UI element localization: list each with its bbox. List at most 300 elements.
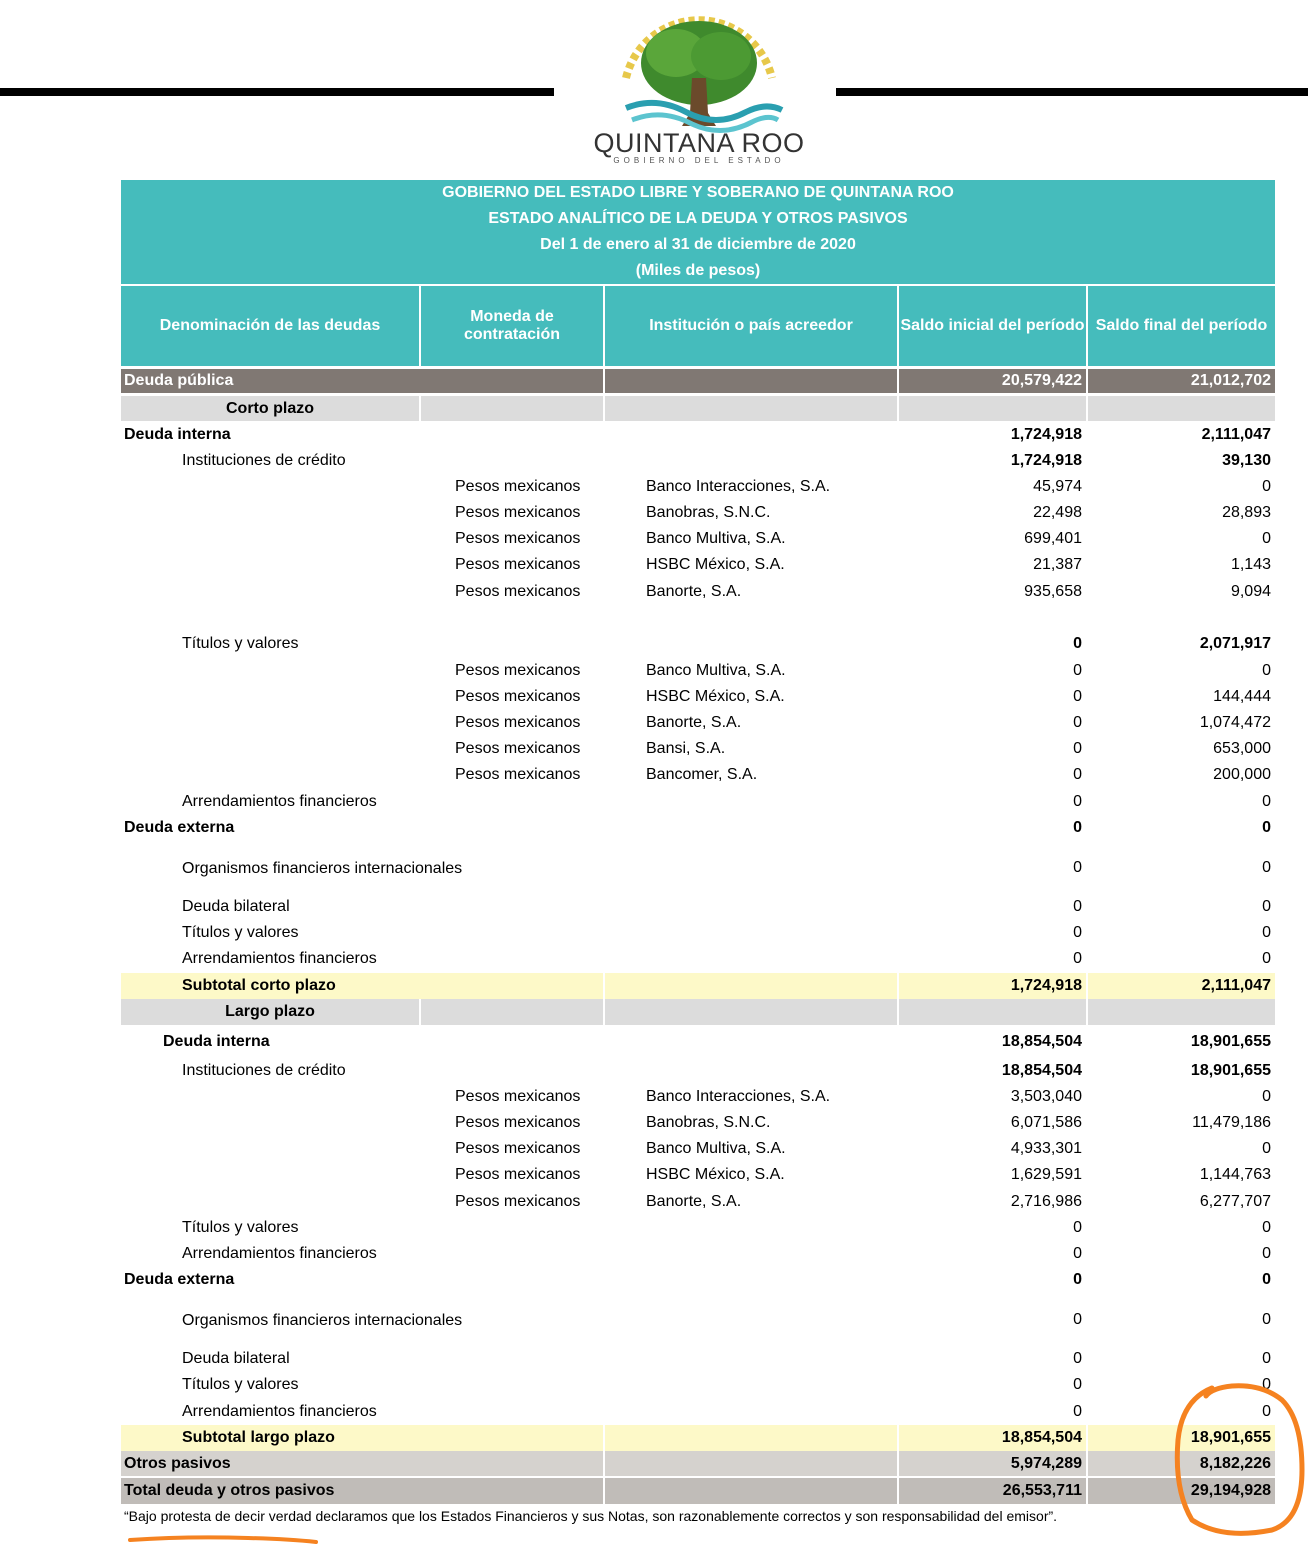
row-denominacion-cell <box>121 999 419 1025</box>
row-saldo-inicial-cell <box>899 1110 1086 1136</box>
row-saldo-inicial: 22,498 <box>1033 504 1082 521</box>
row-saldo-final: 18,901,655 <box>1190 1062 1271 1079</box>
row-saldo-final: 28,893 <box>1222 504 1271 521</box>
row-moneda-cell <box>421 1241 603 1267</box>
row-denominacion-cell <box>121 658 419 684</box>
row-denominacion-cell <box>121 684 419 710</box>
row-saldo-inicial: 0 <box>1073 1350 1082 1367</box>
table-row <box>121 999 1275 1025</box>
row-saldo-final: 29,194,928 <box>1190 1482 1271 1499</box>
row-denominacion-cell <box>121 1451 422 1476</box>
row-denominacion: Títulos y valores <box>182 635 299 652</box>
row-saldo-final-cell <box>1088 1296 1275 1344</box>
row-institucion: Banco Interacciones, S.A. <box>646 478 831 495</box>
table-row <box>121 579 1275 605</box>
row-saldo-inicial: 4,933,301 <box>1010 1140 1082 1157</box>
row-moneda: Pesos mexicanos <box>455 1140 581 1157</box>
row-saldo-final: 0 <box>1262 530 1271 547</box>
row-saldo-final-cell <box>1088 999 1275 1025</box>
row-saldo-inicial: 6,071,586 <box>1010 1114 1082 1131</box>
row-saldo-inicial-cell <box>899 1084 1086 1110</box>
row-moneda-cell <box>421 1267 603 1293</box>
row-saldo-final-cell <box>1088 1346 1275 1372</box>
row-saldo-inicial-cell <box>899 1372 1086 1398</box>
column-header-denominacion: Denominación de las deudas <box>121 286 419 366</box>
row-institucion-cell <box>605 815 897 841</box>
row-saldo-inicial-cell <box>899 631 1086 657</box>
row-saldo-final: 0 <box>1262 859 1271 876</box>
table-row <box>121 1372 1275 1398</box>
row-moneda: Pesos mexicanos <box>455 662 581 679</box>
row-moneda: Pesos mexicanos <box>455 1193 581 1210</box>
table-row <box>121 894 1275 920</box>
row-saldo-final-cell <box>1088 710 1275 736</box>
row-denominacion: Deuda externa <box>124 819 235 836</box>
row-moneda-cell <box>421 1425 603 1451</box>
title-line-4: (Miles de pesos) <box>635 262 761 279</box>
row-institucion-cell <box>605 1241 897 1267</box>
row-saldo-inicial-cell <box>899 815 1086 841</box>
row-institucion-cell <box>605 474 897 500</box>
row-moneda: Pesos mexicanos <box>455 688 581 705</box>
row-institucion-cell <box>605 1215 897 1241</box>
row-denominacion: Deuda interna <box>163 1033 270 1050</box>
row-denominacion-cell <box>121 762 419 788</box>
row-saldo-final-cell <box>1088 422 1275 448</box>
table-row <box>121 1425 1275 1451</box>
table-row <box>121 1215 1275 1241</box>
row-saldo-inicial-cell <box>899 1241 1086 1267</box>
row-institucion-cell <box>605 369 897 393</box>
row-moneda: Pesos mexicanos <box>455 714 581 731</box>
row-denominacion-cell <box>121 1028 461 1056</box>
row-saldo-inicial-cell <box>899 552 1086 578</box>
row-institucion-cell <box>605 946 897 972</box>
row-saldo-final: 18,901,655 <box>1190 1429 1271 1446</box>
row-institucion-cell <box>605 422 897 448</box>
row-moneda: Pesos mexicanos <box>455 504 581 521</box>
table-row <box>121 946 1275 972</box>
row-saldo-final: 2,071,917 <box>1199 635 1271 652</box>
row-moneda: Pesos mexicanos <box>455 1114 581 1131</box>
row-saldo-inicial: 0 <box>1073 635 1082 652</box>
row-moneda-cell <box>421 684 603 710</box>
row-saldo-inicial: 0 <box>1073 819 1082 836</box>
row-moneda-cell <box>421 500 603 526</box>
column-header-saldo-final: Saldo final del período <box>1088 286 1275 366</box>
row-saldo-inicial: 0 <box>1073 1245 1082 1262</box>
row-saldo-inicial-cell <box>899 448 1086 474</box>
row-saldo-final-cell <box>1088 762 1275 788</box>
row-denominacion-cell <box>121 526 419 552</box>
row-institucion: Banco Multiva, S.A. <box>646 530 786 547</box>
row-moneda-cell <box>421 1215 603 1241</box>
row-saldo-final: 6,277,707 <box>1199 1193 1271 1210</box>
table-row <box>121 1451 1275 1476</box>
row-moneda-cell <box>421 552 603 578</box>
row-institucion-cell <box>605 1162 897 1188</box>
table-row <box>121 762 1275 788</box>
row-denominacion: Deuda pública <box>124 372 234 389</box>
row-denominacion: Deuda bilateral <box>182 1350 290 1367</box>
row-saldo-inicial-cell <box>899 710 1086 736</box>
row-institucion-cell <box>605 736 897 762</box>
row-saldo-inicial-cell <box>899 844 1086 892</box>
row-denominacion-cell <box>121 1136 419 1162</box>
row-denominacion: Subtotal largo plazo <box>182 1429 335 1446</box>
table-row <box>121 1399 1275 1425</box>
logo-subtitle: GOBIERNO DEL ESTADO <box>613 156 785 165</box>
table-row <box>121 369 1275 393</box>
row-saldo-inicial-cell <box>899 1215 1086 1241</box>
row-moneda: Pesos mexicanos <box>455 556 581 573</box>
row-saldo-inicial-cell <box>899 369 1086 393</box>
row-denominacion-cell <box>121 369 422 393</box>
row-saldo-final-cell <box>1088 474 1275 500</box>
row-institucion-cell <box>605 1084 897 1110</box>
row-saldo-final-cell <box>1088 973 1275 999</box>
row-saldo-inicial-cell <box>899 1162 1086 1188</box>
row-saldo-final: 0 <box>1262 662 1271 679</box>
row-denominacion: Instituciones de crédito <box>182 1062 346 1079</box>
row-institucion-cell <box>605 1110 897 1136</box>
row-moneda-cell <box>421 1372 603 1398</box>
row-institucion-cell <box>605 684 897 710</box>
row-institucion: Banco Interacciones, S.A. <box>646 1088 831 1105</box>
row-moneda-cell <box>421 369 603 393</box>
table-row <box>121 1110 1275 1136</box>
row-moneda-cell <box>421 1399 603 1425</box>
table-row <box>121 1162 1275 1188</box>
header-rule-right <box>836 88 1308 96</box>
row-saldo-inicial: 1,724,918 <box>1010 977 1082 994</box>
row-saldo-inicial-cell <box>899 1136 1086 1162</box>
table-row <box>121 552 1275 578</box>
header-rule-left <box>0 88 554 96</box>
row-saldo-final-cell <box>1088 1189 1275 1215</box>
row-institucion-cell <box>605 710 897 736</box>
row-institucion-cell <box>605 999 897 1025</box>
row-saldo-inicial-cell <box>899 1296 1086 1344</box>
row-institucion-cell <box>605 844 897 892</box>
row-institucion-cell <box>605 448 897 474</box>
table-row <box>121 684 1275 710</box>
row-saldo-inicial-cell <box>899 1346 1086 1372</box>
row-saldo-final: 1,144,763 <box>1199 1166 1271 1183</box>
row-saldo-inicial: 18,854,504 <box>1001 1429 1082 1446</box>
row-moneda-cell <box>421 894 603 920</box>
row-institucion-cell <box>605 1478 897 1504</box>
row-saldo-final: 0 <box>1262 950 1271 967</box>
row-denominacion-cell <box>121 1267 422 1293</box>
row-moneda-cell <box>421 999 603 1025</box>
row-institucion-cell <box>605 1028 897 1056</box>
row-saldo-inicial: 1,724,918 <box>1010 426 1082 443</box>
row-saldo-inicial: 0 <box>1073 1403 1082 1420</box>
row-saldo-inicial: 0 <box>1073 740 1082 757</box>
row-moneda: Pesos mexicanos <box>455 1166 581 1183</box>
row-institucion: Banobras, S.N.C. <box>646 504 771 521</box>
row-moneda-cell <box>421 1189 603 1215</box>
row-saldo-final: 8,182,226 <box>1199 1454 1271 1472</box>
row-moneda: Pesos mexicanos <box>455 530 581 547</box>
table-row <box>121 422 1275 448</box>
column-header-institucion: Institución o país acreedor <box>605 286 897 366</box>
row-saldo-final-cell <box>1088 894 1275 920</box>
table-row <box>121 710 1275 736</box>
table-row <box>121 1346 1275 1372</box>
row-denominacion: Total deuda y otros pasivos <box>124 1482 335 1499</box>
row-moneda-cell <box>421 920 603 946</box>
row-saldo-inicial-cell <box>899 684 1086 710</box>
row-saldo-final-cell <box>1088 500 1275 526</box>
row-saldo-inicial-cell <box>899 894 1086 920</box>
row-saldo-final-cell <box>1088 1162 1275 1188</box>
row-saldo-final: 0 <box>1262 1376 1271 1393</box>
row-institucion-cell <box>605 1267 897 1293</box>
row-saldo-final-cell <box>1088 1241 1275 1267</box>
row-moneda-cell <box>421 762 603 788</box>
row-institucion-cell <box>605 1425 897 1451</box>
table-row <box>121 474 1275 500</box>
row-saldo-final: 0 <box>1262 478 1271 495</box>
row-saldo-inicial: 2,716,986 <box>1010 1193 1082 1210</box>
row-saldo-inicial-cell <box>899 1058 1086 1084</box>
row-denominacion: Arrendamientos financieros <box>182 1245 377 1262</box>
row-saldo-inicial-cell <box>899 736 1086 762</box>
row-denominacion-cell <box>121 710 419 736</box>
row-saldo-final: 200,000 <box>1213 766 1271 783</box>
table-row <box>121 815 1275 841</box>
row-saldo-final: 0 <box>1262 1245 1271 1262</box>
row-denominacion-cell <box>121 1084 419 1110</box>
row-moneda-cell <box>421 526 603 552</box>
row-saldo-inicial: 0 <box>1073 1311 1082 1328</box>
row-saldo-inicial-cell <box>899 658 1086 684</box>
row-institucion-cell <box>605 762 897 788</box>
row-denominacion-cell <box>121 736 419 762</box>
column-header-saldo-inicial: Saldo inicial del período <box>899 286 1086 366</box>
row-moneda-cell <box>421 710 603 736</box>
row-moneda-cell <box>421 631 603 657</box>
row-moneda-cell <box>421 474 603 500</box>
row-saldo-inicial-cell <box>899 1478 1086 1504</box>
row-institucion-cell <box>605 579 897 605</box>
row-moneda-cell <box>421 658 603 684</box>
row-denominacion: Corto plazo <box>226 399 314 417</box>
row-moneda-cell <box>421 1058 603 1084</box>
table-row <box>121 920 1275 946</box>
row-moneda: Pesos mexicanos <box>455 583 581 600</box>
row-moneda-cell <box>421 579 603 605</box>
row-saldo-final-cell <box>1088 789 1275 815</box>
row-denominacion: Otros pasivos <box>124 1454 231 1472</box>
table-row <box>121 1084 1275 1110</box>
row-denominacion: Títulos y valores <box>182 1219 299 1236</box>
row-saldo-inicial-cell <box>899 474 1086 500</box>
row-moneda-cell <box>421 422 603 448</box>
row-saldo-final: 0 <box>1262 1271 1271 1288</box>
row-saldo-inicial-cell <box>899 579 1086 605</box>
row-saldo-inicial: 935,658 <box>1024 583 1082 600</box>
table-row <box>121 396 1275 421</box>
row-denominacion-cell <box>121 396 419 421</box>
row-institucion-cell <box>605 396 897 421</box>
row-saldo-final-cell <box>1088 1267 1275 1293</box>
row-denominacion: Títulos y valores <box>182 924 299 941</box>
row-saldo-inicial: 5,974,289 <box>1010 1454 1082 1472</box>
row-saldo-final-cell <box>1088 1110 1275 1136</box>
row-denominacion: Organismos financieros internacionales <box>182 1311 463 1329</box>
hand-drawn-underline <box>128 1534 318 1544</box>
row-moneda-cell <box>421 1110 603 1136</box>
hand-drawn-circle <box>1172 1380 1306 1540</box>
row-saldo-final: 2,111,047 <box>1201 977 1271 994</box>
row-saldo-inicial: 0 <box>1073 924 1082 941</box>
row-saldo-final: 1,074,472 <box>1199 714 1271 731</box>
row-saldo-inicial-cell <box>899 1451 1086 1476</box>
row-saldo-final-cell <box>1088 946 1275 972</box>
table-row <box>121 1058 1275 1084</box>
row-denominacion: Subtotal corto plazo <box>182 977 336 994</box>
row-saldo-final: 21,012,702 <box>1190 372 1271 389</box>
row-saldo-final: 0 <box>1262 1403 1271 1420</box>
row-saldo-inicial: 0 <box>1073 898 1082 915</box>
table-row <box>121 789 1275 815</box>
row-saldo-inicial: 45,974 <box>1033 478 1082 495</box>
row-denominacion-cell <box>121 422 422 448</box>
row-institucion: Banco Multiva, S.A. <box>646 662 786 679</box>
row-institucion: Banorte, S.A. <box>646 583 742 600</box>
table-row <box>121 1478 1275 1504</box>
row-saldo-inicial: 0 <box>1073 793 1082 810</box>
row-denominacion: Deuda externa <box>124 1271 235 1288</box>
row-saldo-inicial: 0 <box>1073 662 1082 679</box>
row-saldo-final: 0 <box>1262 1311 1271 1328</box>
title-line-1: GOBIERNO DEL ESTADO LIBRE Y SOBERANO DE QUINTANA ROO <box>442 184 954 201</box>
row-saldo-inicial: 0 <box>1073 1219 1082 1236</box>
row-institucion: HSBC México, S.A. <box>646 1166 785 1183</box>
table-row <box>121 1189 1275 1215</box>
row-saldo-final-cell <box>1088 920 1275 946</box>
row-saldo-inicial: 1,629,591 <box>1010 1166 1082 1183</box>
row-denominacion: Arrendamientos financieros <box>182 950 377 967</box>
row-saldo-inicial-cell <box>899 946 1086 972</box>
row-saldo-inicial: 1,724,918 <box>1010 452 1082 469</box>
row-moneda-cell <box>421 1084 603 1110</box>
row-moneda-cell <box>421 1136 603 1162</box>
row-denominacion-cell <box>121 815 422 841</box>
row-saldo-inicial-cell <box>899 1028 1086 1056</box>
row-moneda-cell <box>421 815 603 841</box>
row-saldo-inicial: 0 <box>1073 688 1082 705</box>
row-moneda: Pesos mexicanos <box>455 1088 581 1105</box>
row-denominacion-cell <box>121 1189 419 1215</box>
row-saldo-inicial: 18,854,504 <box>1001 1033 1082 1050</box>
row-saldo-inicial-cell <box>899 1267 1086 1293</box>
row-saldo-final-cell <box>1088 552 1275 578</box>
row-saldo-final-cell <box>1088 658 1275 684</box>
row-saldo-inicial-cell <box>899 973 1086 999</box>
row-moneda-cell <box>421 1162 603 1188</box>
table-row <box>121 631 1275 657</box>
row-saldo-final-cell <box>1088 1028 1275 1056</box>
row-saldo-inicial: 21,387 <box>1033 556 1082 573</box>
row-denominacion: Deuda interna <box>124 426 231 443</box>
row-saldo-inicial: 26,553,711 <box>1002 1482 1082 1499</box>
row-institucion: Banobras, S.N.C. <box>646 1114 771 1131</box>
row-denominacion: Arrendamientos financieros <box>182 793 377 810</box>
table-row <box>121 526 1275 552</box>
row-moneda-cell <box>421 1296 603 1344</box>
footer-declaration: “Bajo protesta de decir verdad declaramos que los Estados Financieros y sus Notas, son razonablemente correctos y son responsabilidad del emisor”. <box>124 1508 1058 1524</box>
row-moneda-cell <box>421 1028 603 1056</box>
row-saldo-inicial-cell <box>899 1425 1086 1451</box>
row-denominacion: Títulos y valores <box>182 1376 299 1393</box>
table-row <box>121 1241 1275 1267</box>
row-moneda-cell <box>421 844 603 892</box>
row-saldo-final: 9,094 <box>1230 583 1271 600</box>
row-saldo-inicial-cell <box>899 1399 1086 1425</box>
row-institucion-cell <box>605 894 897 920</box>
row-moneda-cell <box>421 448 603 474</box>
row-institucion: Bancomer, S.A. <box>646 766 758 783</box>
row-denominacion: Arrendamientos financieros <box>182 1403 377 1420</box>
row-denominacion-cell <box>121 1478 422 1504</box>
row-moneda-cell <box>421 973 603 999</box>
row-saldo-final: 0 <box>1262 793 1271 810</box>
row-saldo-inicial-cell <box>899 999 1086 1025</box>
title-line-2: ESTADO ANALÍTICO DE LA DEUDA Y OTROS PASIVOS <box>488 210 908 227</box>
row-denominacion-cell <box>121 552 419 578</box>
row-institucion: Bansi, S.A. <box>646 740 726 757</box>
row-denominacion: Largo plazo <box>225 1003 315 1020</box>
row-institucion: Banorte, S.A. <box>646 714 742 731</box>
row-saldo-inicial: 0 <box>1073 950 1082 967</box>
table-row <box>121 1296 1275 1344</box>
row-saldo-inicial-cell <box>899 1189 1086 1215</box>
row-saldo-inicial-cell <box>899 920 1086 946</box>
table-row <box>121 844 1275 892</box>
row-institucion-cell <box>605 1189 897 1215</box>
row-institucion: Banco Multiva, S.A. <box>646 1140 786 1157</box>
row-saldo-final-cell <box>1088 736 1275 762</box>
row-institucion-cell <box>605 920 897 946</box>
row-institucion-cell <box>605 1296 897 1344</box>
row-moneda-cell <box>421 1451 603 1476</box>
row-institucion-cell <box>605 658 897 684</box>
row-saldo-final: 0 <box>1262 898 1271 915</box>
row-saldo-inicial-cell <box>899 762 1086 788</box>
table-row <box>121 1267 1275 1293</box>
table-row <box>121 1028 1275 1056</box>
table-row <box>121 500 1275 526</box>
row-moneda: Pesos mexicanos <box>455 740 581 757</box>
row-saldo-final: 653,000 <box>1213 740 1271 757</box>
row-saldo-inicial: 0 <box>1073 859 1082 876</box>
row-saldo-final-cell <box>1088 631 1275 657</box>
row-saldo-inicial: 3,503,040 <box>1010 1088 1082 1105</box>
row-institucion-cell <box>605 1399 897 1425</box>
row-institucion-cell <box>605 1372 897 1398</box>
row-institucion-cell <box>605 1451 897 1476</box>
row-institucion: HSBC México, S.A. <box>646 556 785 573</box>
table-row <box>121 658 1275 684</box>
table-row <box>121 448 1275 474</box>
row-saldo-inicial-cell <box>899 789 1086 815</box>
row-denominacion: Instituciones de crédito <box>182 452 346 469</box>
row-saldo-final: 39,130 <box>1222 452 1271 469</box>
